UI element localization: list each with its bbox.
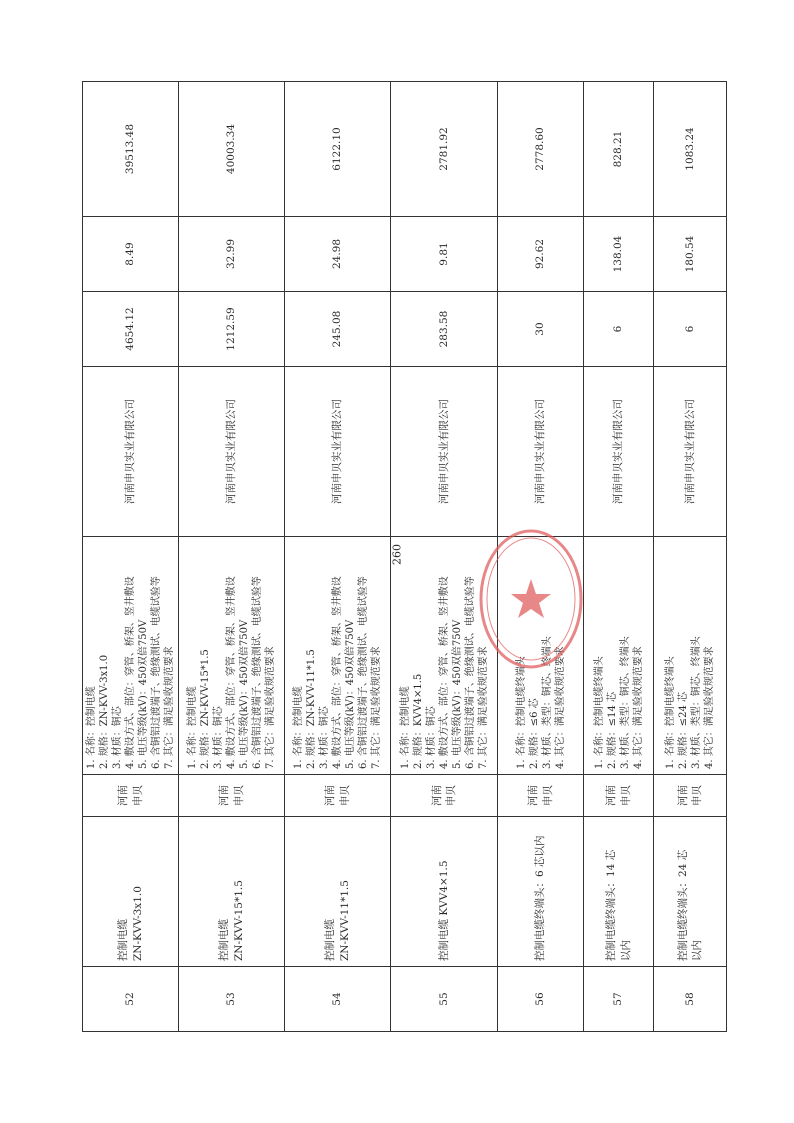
spec-line: 3. 材质：铜芯 (213, 706, 224, 769)
spec-line: 3. 材质、类型：铜芯、终端头 (619, 636, 631, 769)
spec-line: 1. 名称：控制电缆 (399, 686, 411, 769)
total-price: 39513.48 (83, 82, 179, 217)
manufacturer: 河南申贝实业有限公司 (498, 367, 584, 537)
spec-line: 1. 名称：控制电缆终端头 (515, 656, 527, 769)
item-name: 控制电缆终端头：6 芯以内 (498, 817, 584, 967)
quantity: 6 (654, 292, 727, 367)
unit-price: 138.04 (584, 217, 654, 292)
row-number: 55 (391, 967, 498, 1032)
spec-line: 1. 名称：控制电缆 (293, 686, 304, 769)
table-row (584, 82, 654, 1032)
spec-line: 7. 其它：满足验收规范要求 (164, 646, 175, 769)
item-name: 控制电缆终端头：14 芯 以内 (584, 817, 654, 967)
table-body (83, 82, 727, 1032)
spec-line: 6. 含铜铝过渡端子、绝缘测试、电缆试验等 (464, 576, 476, 769)
spec-line: 5. 电压等级(kV)：450双倍750V (345, 619, 356, 769)
spec-line: 1. 名称：控制电缆 (86, 686, 97, 769)
row-number: 53 (179, 967, 285, 1032)
spec-line: 3. 材质：铜芯 (425, 706, 437, 769)
brand: 河南申贝 (179, 775, 285, 817)
spec-line: 4. 敷设方式、部位：穿管、桥架、竖井敷设 (332, 576, 343, 769)
spec-line: 2. 规格：ZN-KVV-11*1.5 (306, 649, 317, 769)
spec-line: 4. 敷设方式、部位：穿管、桥架、竖井敷设 (125, 576, 136, 769)
manufacturer: 河南申贝实业有限公司 (285, 367, 391, 537)
unit-price: 32.99 (179, 217, 285, 292)
spec-line: 2. 规格：KVV4×1.5 (412, 673, 424, 769)
unit-price: 180.54 (654, 217, 727, 292)
page-number: 260 (390, 544, 404, 565)
item-name: 控制电缆 ZN-KVV-3x1.0 (83, 817, 179, 967)
total-price: 828.21 (584, 82, 654, 217)
materials-table (82, 81, 727, 1032)
spec-line: 3. 材质、类型：铜芯、终端头 (691, 636, 702, 769)
brand: 河南申贝 (584, 775, 654, 817)
brand: 河南申贝 (391, 775, 498, 817)
item-name: 控制电缆 ZN-KVV-11*1.5 (285, 817, 391, 967)
specification (83, 537, 179, 775)
spec-line: 6. 含铜铝过渡端子、绝缘测试、电缆试验等 (252, 576, 263, 769)
row-number: 56 (498, 967, 584, 1032)
spec-line: 4. 其它：满足验收规范要求 (632, 646, 644, 769)
spec-line: 1. 名称：控制电缆终端头 (665, 656, 676, 769)
brand: 河南申贝 (83, 775, 179, 817)
manufacturer: 河南申贝实业有限公司 (654, 367, 727, 537)
quantity: 283.58 (391, 292, 498, 367)
spec-line: 6. 含铜铝过渡端子、绝缘测试、电缆试验等 (358, 576, 369, 769)
row-number: 54 (285, 967, 391, 1032)
table-row (498, 82, 584, 1032)
item-name: 控制电缆终端头：24 芯 以内 (654, 817, 727, 967)
unit-price: 24.98 (285, 217, 391, 292)
specification (285, 537, 391, 775)
specification (498, 537, 584, 775)
quantity: 30 (498, 292, 584, 367)
table-row (179, 82, 285, 1032)
manufacturer: 河南申贝实业有限公司 (179, 367, 285, 537)
row-number: 57 (584, 967, 654, 1032)
spec-line: 2. 规格：ZN-KVV-3x1.0 (99, 654, 110, 769)
table-row (391, 82, 498, 1032)
spec-line: 5. 电压等级(kV)：450双倍750V (239, 619, 250, 769)
row-number: 52 (83, 967, 179, 1032)
spec-line: 7. 其它：满足验收规范要求 (265, 646, 276, 769)
quantity: 245.08 (285, 292, 391, 367)
unit-price: 8.49 (83, 217, 179, 292)
total-price: 1083.24 (654, 82, 727, 217)
table-row (83, 82, 179, 1032)
spec-line: 4. 敷设方式、部位：穿管、桥架、竖井敷设 (438, 576, 450, 769)
spec-line: 4. 其它：满足验收规范要求 (554, 646, 566, 769)
total-price: 40003.34 (179, 82, 285, 217)
spec-line: 7. 其它：满足验收规范要求 (477, 646, 489, 769)
quantity: 1212.59 (179, 292, 285, 367)
spec-line: 5. 电压等级(kV)：450双倍750V (451, 619, 463, 769)
spec-line: 2. 规格：≤6 芯 (528, 698, 540, 769)
specification (391, 537, 498, 775)
spec-line: 7. 其它：满足验收规范要求 (371, 646, 382, 769)
manufacturer: 河南申贝实业有限公司 (584, 367, 654, 537)
row-number: 58 (654, 967, 727, 1032)
total-price: 2778.60 (498, 82, 584, 217)
quantity: 4654.12 (83, 292, 179, 367)
spec-line: 1. 名称：控制电缆 (187, 686, 198, 769)
item-name: 控制电缆 ZN-KVV-15*1.5 (179, 817, 285, 967)
unit-price: 92.62 (498, 217, 584, 292)
spec-line: 2. 规格：≤24 芯 (678, 691, 689, 769)
spec-line: 3. 材质、类型：铜芯、终端头 (541, 636, 553, 769)
spec-line: 2. 规格：ZN-KVV-15*1.5 (200, 649, 211, 769)
spec-line: 4. 敷设方式、部位：穿管、桥架、竖井敷设 (226, 576, 237, 769)
spec-line: 3. 材质：铜芯 (319, 706, 330, 769)
specification (654, 537, 727, 775)
brand: 河南申贝 (654, 775, 727, 817)
specification (584, 537, 654, 775)
table-row (285, 82, 391, 1032)
spec-line: 2. 规格：≤14 芯 (606, 691, 618, 769)
item-name: 控制电缆 KVV4×1.5 (391, 817, 498, 967)
specification (179, 537, 285, 775)
unit-price: 9.81 (391, 217, 498, 292)
total-price: 6122.10 (285, 82, 391, 217)
quantity: 6 (584, 292, 654, 367)
total-price: 2781.92 (391, 82, 498, 217)
brand: 河南申贝 (285, 775, 391, 817)
spec-line: 4. 其它：满足验收规范要求 (704, 646, 715, 769)
spec-line: 3. 材质：铜芯 (112, 706, 123, 769)
manufacturer: 河南申贝实业有限公司 (391, 367, 498, 537)
spec-line: 6. 含铜铝过渡端子、绝缘测试、电缆试验等 (151, 576, 162, 769)
spec-line: 1. 名称：控制电缆终端头 (593, 656, 605, 769)
table-row (654, 82, 727, 1032)
manufacturer: 河南申贝实业有限公司 (83, 367, 179, 537)
brand: 河南申贝 (498, 775, 584, 817)
spec-line: 5. 电压等级(kV)：450双倍750V (138, 619, 149, 769)
